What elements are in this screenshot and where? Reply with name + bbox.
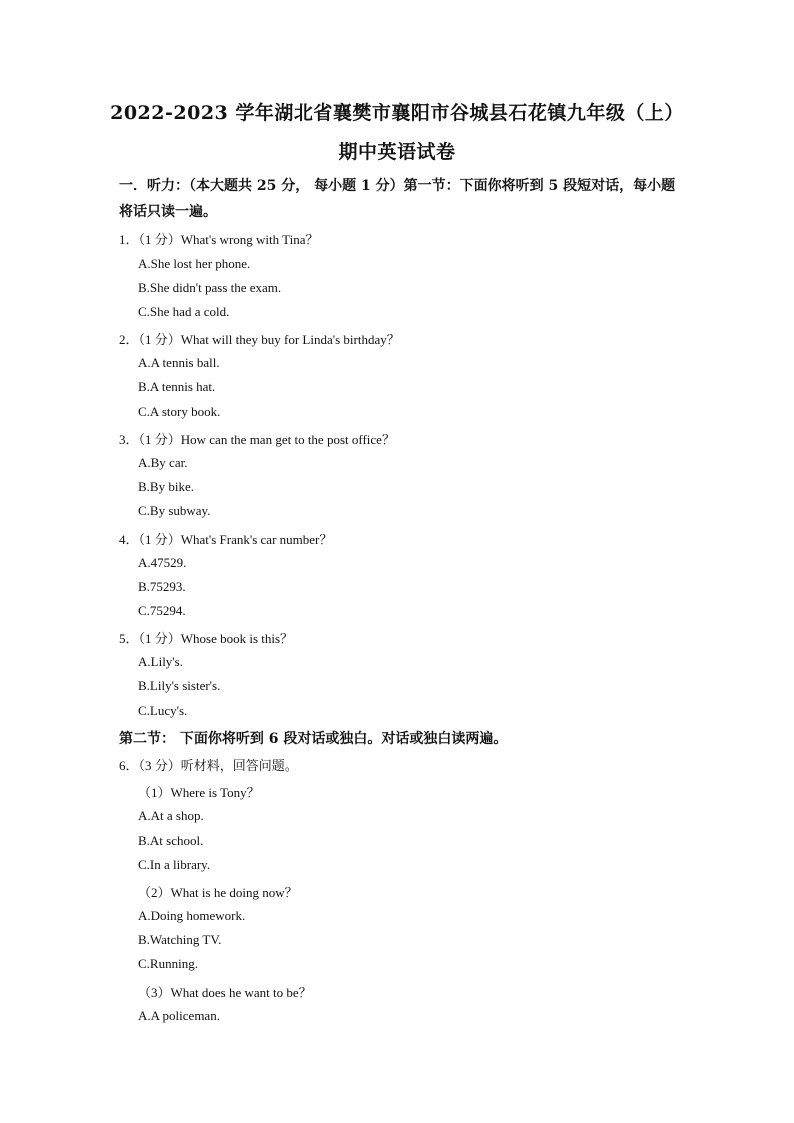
- question-6-sub1: （1）Where is Tony？: [138, 785, 260, 800]
- question-5-option-c: C.Lucy's.: [138, 703, 188, 718]
- question-2-stem: 2．（1 分）What will they buy for Linda's birthday？: [119, 332, 400, 347]
- question-4-option-b: B.75293.: [138, 579, 186, 594]
- question-6-sub2: （2）What is he doing now？: [138, 885, 298, 900]
- section1-heading-line2: 将话只读一遍。: [119, 204, 217, 220]
- question-6-sub1-option-c: C.In a library.: [138, 857, 211, 872]
- question-2-option-c: C.A story book.: [138, 404, 221, 419]
- question-2-option-b: B.A tennis hat.: [138, 379, 216, 394]
- question-6-sub1-option-a: A.At a shop.: [138, 808, 204, 823]
- exam-title-line2: 期中英语试卷: [338, 141, 456, 163]
- exam-title-line1: 2022-2023 学年湖北省襄樊市襄阳市谷城县石花镇九年级（上）: [110, 102, 684, 124]
- question-1-option-c: C.She had a cold.: [138, 304, 230, 319]
- question-6-sub1-option-b: B.At school.: [138, 833, 204, 848]
- question-6-sub2-option-a: A.Doing homework.: [138, 908, 246, 923]
- question-6-sub3: （3）What does he want to be？: [138, 985, 312, 1000]
- question-5-stem: 5．（1 分）Whose book is this？: [119, 631, 294, 646]
- question-3-stem: 3．（1 分）How can the man get to the post office？: [119, 432, 395, 447]
- question-3-option-b: B.By bike.: [138, 479, 194, 494]
- question-4-stem: 4．（1 分）What's Frank's car number？: [119, 532, 333, 547]
- question-1-stem: 1．（1 分）What's wrong with Tina？: [119, 232, 319, 247]
- question-1-option-a: A.She lost her phone.: [138, 256, 251, 271]
- question-3-option-c: C.By subway.: [138, 503, 211, 518]
- question-4-option-a: A.47529.: [138, 555, 187, 570]
- question-6-sub2-option-c: C.Running.: [138, 956, 198, 971]
- section1-heading-line1: 一．听力：（本大题共 25 分， 每小题 1 分）第一节：下面你将听到 5 段短对话，每小题: [119, 178, 676, 194]
- question-5-option-b: B.Lily's sister's.: [138, 678, 221, 693]
- question-5-option-a: A.Lily's.: [138, 654, 183, 669]
- question-6-sub3-option-a: A.A policeman.: [138, 1008, 220, 1023]
- question-6-sub2-option-b: B.Watching TV.: [138, 932, 222, 947]
- question-1-option-b: B.She didn't pass the exam.: [138, 280, 282, 295]
- question-4-option-c: C.75294.: [138, 603, 186, 618]
- section2-heading: 第二节： 下面你将听到 6 段对话或独白。对话或独白读两遍。: [119, 731, 508, 747]
- question-3-option-a: A.By car.: [138, 455, 188, 470]
- question-6-stem: 6．（3 分）听材料，回答问题。: [119, 758, 298, 773]
- question-2-option-a: A.A tennis ball.: [138, 355, 220, 370]
